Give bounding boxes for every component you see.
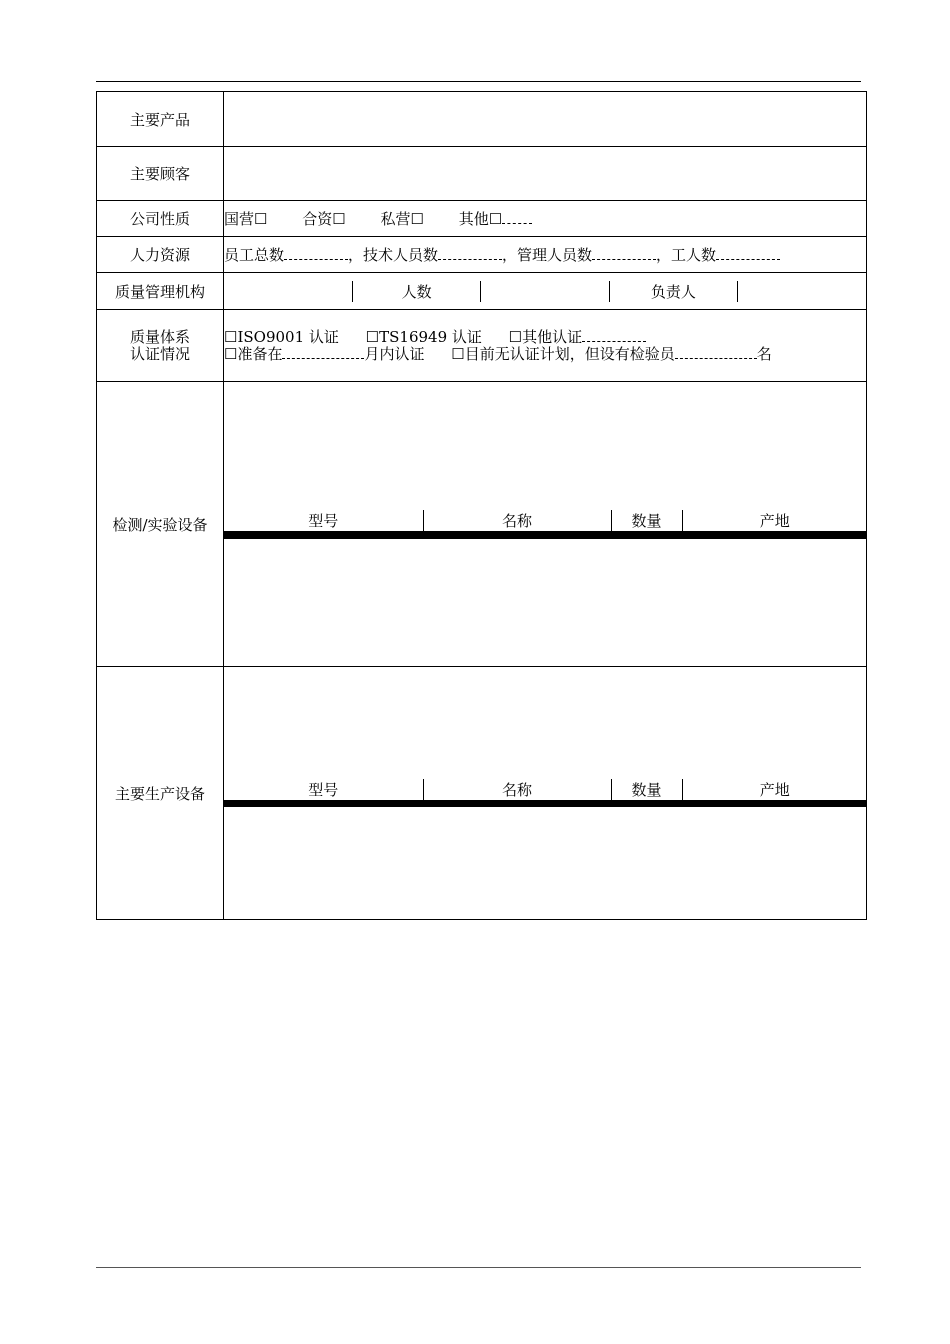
name-cell[interactable]: [423, 807, 611, 808]
test-equipment-label: 检测/实验设备: [97, 382, 224, 667]
responsible-field[interactable]: [738, 281, 866, 302]
iso9001-option[interactable]: ☐ISO9001 认证: [224, 327, 339, 346]
model-cell[interactable]: [224, 538, 423, 539]
table-row: [224, 807, 867, 808]
production-equipment-label: 主要生产设备: [97, 667, 224, 920]
workers-label: ，工人数: [656, 246, 717, 264]
quality-org-label: 质量管理机构: [97, 273, 224, 310]
quantity-cell[interactable]: [611, 538, 682, 539]
main-products-label: 主要产品: [97, 92, 224, 147]
other-blank[interactable]: [502, 213, 532, 224]
production-equipment-table-cell: [224, 667, 867, 920]
other-cert-blank[interactable]: [582, 331, 646, 342]
supplier-info-form: [96, 91, 867, 920]
ts16949-option[interactable]: ☐TS16949 认证: [365, 327, 482, 346]
human-resources-label: 人力资源: [97, 237, 224, 273]
test-equipment-table-cell: [224, 382, 867, 667]
header-rule: [96, 81, 861, 82]
headcount-label: 人数: [352, 281, 480, 302]
row-main-customers: [97, 147, 867, 201]
col-origin-header: 产地: [682, 510, 867, 532]
quality-org-cells: [224, 273, 867, 310]
production-equipment-table: [224, 779, 867, 807]
col-quantity-header: 数量: [611, 510, 682, 532]
table-row: [224, 538, 867, 539]
preparing-months-blank[interactable]: [282, 348, 364, 359]
no-plan-option[interactable]: ☐目前无认证计划，但设有检验员: [451, 344, 675, 363]
certification-line1: [224, 329, 866, 346]
test-equipment-header: [224, 510, 867, 532]
production-equipment-header: [224, 779, 867, 801]
certification-line2: [224, 346, 866, 363]
total-staff-label: 员工总数: [224, 246, 285, 264]
option-other[interactable]: 其他☐: [458, 210, 503, 228]
col-model-header: 型号: [224, 779, 423, 801]
main-products-field[interactable]: [224, 92, 867, 147]
model-cell[interactable]: [224, 807, 423, 808]
inspector-unit: 名: [756, 344, 772, 363]
footer-rule: [96, 1267, 861, 1268]
main-customers-field[interactable]: [224, 147, 867, 201]
row-company-nature: [97, 201, 867, 237]
mgmt-staff-blank[interactable]: [592, 249, 656, 260]
row-main-products: [97, 92, 867, 147]
tech-staff-blank[interactable]: [438, 249, 502, 260]
preparing-suffix: 月内认证: [364, 344, 425, 363]
row-certification: [97, 310, 867, 382]
certification-label-line1: 质量体系: [129, 327, 190, 346]
inspector-count-blank[interactable]: [675, 348, 757, 359]
row-test-equipment: [97, 382, 867, 667]
headcount-field[interactable]: [481, 281, 609, 302]
certification-options: [224, 310, 867, 382]
option-private[interactable]: 私营☐: [380, 210, 424, 228]
row-quality-org: [97, 273, 867, 310]
certification-label-line2: 认证情况: [129, 344, 190, 363]
responsible-label: 负责人: [609, 281, 737, 302]
option-joint-venture[interactable]: 合资☐: [302, 210, 346, 228]
origin-cell[interactable]: [682, 538, 867, 539]
col-quantity-header: 数量: [611, 779, 682, 801]
row-human-resources: [97, 237, 867, 273]
company-nature-label: 公司性质: [97, 201, 224, 237]
company-nature-options: [224, 201, 867, 237]
col-name-header: 名称: [423, 510, 611, 532]
col-model-header: 型号: [224, 510, 423, 532]
other-cert-option[interactable]: ☐其他认证: [508, 327, 583, 346]
quality-org-split: [224, 281, 866, 302]
total-staff-blank[interactable]: [284, 249, 348, 260]
quality-org-name-field[interactable]: [224, 281, 352, 302]
tech-staff-label: ，技术人员数: [348, 246, 439, 264]
human-resources-fields: [224, 237, 867, 273]
col-name-header: 名称: [423, 779, 611, 801]
quantity-cell[interactable]: [611, 807, 682, 808]
workers-blank[interactable]: [716, 249, 780, 260]
origin-cell[interactable]: [682, 807, 867, 808]
certification-label: [97, 310, 224, 382]
row-production-equipment: [97, 667, 867, 920]
main-customers-label: 主要顾客: [97, 147, 224, 201]
mgmt-staff-label: ，管理人员数: [502, 246, 593, 264]
test-equipment-table: [224, 510, 867, 539]
option-state-owned[interactable]: 国营☐: [224, 210, 268, 228]
name-cell[interactable]: [423, 538, 611, 539]
col-origin-header: 产地: [682, 779, 867, 801]
preparing-prefix[interactable]: ☐准备在: [224, 344, 283, 363]
